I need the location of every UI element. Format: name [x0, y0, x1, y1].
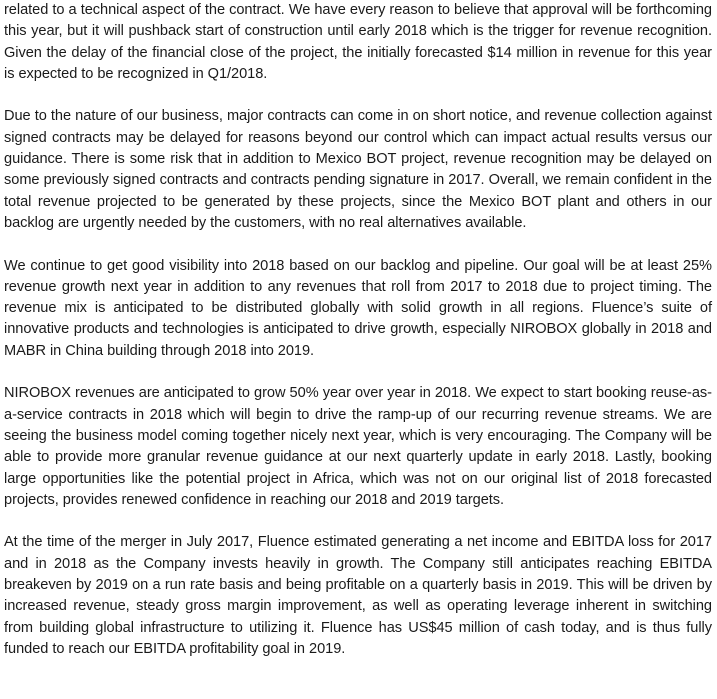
paragraph-nirobox-revenues: NIROBOX revenues are anticipated to grow 50% year over year in 2018. We expect to start booking reuse-as-a-service contracts in 2018 which will begin to drive the ramp-up of our recurring revenue streams. We are seeing the business model coming together nicely next year, which is very encouraging. The Company will be able to provide more granular revenue guidance at our next quarterly update in early 2018. Lastly, booking large opportunities like the potential project in Africa, which was not on our original list of 2018 forecasted projects, provides renewed confidence in reaching our 2018 and 2019 targets.: [4, 385, 712, 508]
paragraph-contract-risk: Due to the nature of our business, major contracts can come in on short notice, and revenue collection against signed contracts may be delayed for reasons beyond our control which can impact actual results versus our guidance. There is some risk that in addition to Mexico BOT project, revenue recognition may be delayed on some previously signed contracts and contracts pending signature in 2017. Overall, we remain confident in the total revenue projected to be generated by these projects, since the Mexico BOT plant and others in our backlog are urgently needed by the customers, with no real alternatives available.: [4, 108, 712, 231]
paragraph-approval-delay: related to a technical aspect of the contract. We have every reason to believe that approval will be forthcoming this year, but it will pushback start of construction until early 2018 which is the trigger for revenue recognition. Given the delay of the financial close of the project, the initially forecasted $14 million in revenue for this year is expected to be recognized in Q1/2018.: [4, 2, 712, 82]
document-page: [4, 0, 712, 660]
paragraph-2018-visibility: We continue to get good visibility into 2018 based on our backlog and pipeline. Our goal will be at least 25% revenue growth next year in addition to any revenues that roll from 2017 to 2018 due to project timing. The revenue mix is anticipated to be distributed globally with solid growth in all regions. Fluence’s suite of innovative products and technologies is anticipated to drive growth, especially NIROBOX globally in 2018 and MABR in China building through 2018 into 2019.: [4, 257, 712, 359]
paragraph-ebitda-outlook: At the time of the merger in July 2017, Fluence estimated generating a net income and EBITDA loss for 2017 and in 2018 as the Company invests heavily in growth. The Company still anticipates reaching EBITDA breakeven by 2019 on a run rate basis and being profitable on a quarterly basis in 2019. This will be driven by increased revenue, steady gross margin improvement, as well as operating leverage inherent in switching from building global infrastructure to utilizing it. Fluence has US$45 million of cash today, and is thus fully funded to reach our EBITDA profitability goal in 2019.: [4, 534, 712, 657]
